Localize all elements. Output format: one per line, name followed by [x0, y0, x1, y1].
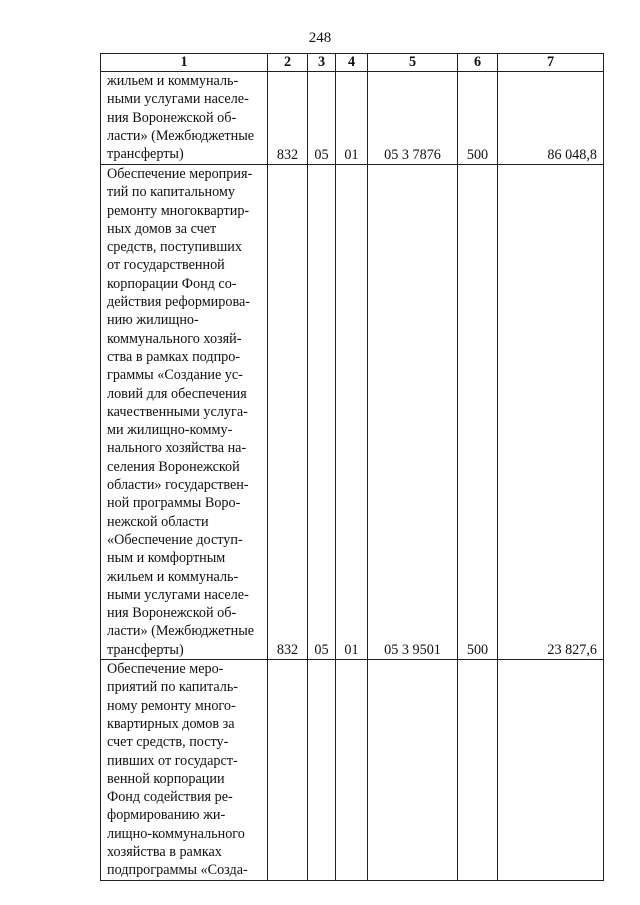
cell-section: [308, 660, 336, 881]
header-col-6: 6: [458, 54, 498, 72]
row-description: Обеспечение меро- приятий по капиталь- ному ремонту много- квартирных домов за счет средств, посту- пивших от государст- венной корпорации Фонд содействия ре- формированию жи- лищно-коммунального хозяйства в рамках подпрограммы «Созда-: [101, 660, 268, 881]
header-col-1: 1: [101, 54, 268, 72]
cell-section: 05: [308, 72, 336, 165]
cell-amount: 86 048,8: [498, 72, 604, 165]
cell-subsection: 01: [336, 165, 368, 660]
row-description: жильем и коммуналь- ными услугами населе- ния Воронежской об- ласти» (Межбюджетные трансферты): [101, 72, 268, 165]
cell-ministry-code: 832: [268, 72, 308, 165]
cell-ministry-code: [268, 660, 308, 881]
header-col-2: 2: [268, 54, 308, 72]
table-row: [101, 72, 604, 165]
cell-ministry-code: 832: [268, 165, 308, 660]
header-col-4: 4: [336, 54, 368, 72]
row-description: Обеспечение мероприя- тий по капитальному ремонту многоквартир- ных домов за счет средств, поступивших от государственной корпорации Фонд со- действия реформирова- нию жилищно- коммунального хозяй- ства в рамках подпро- граммы «Создание ус- ловий для обеспечения качественными услуга- ми жилищно-комму- нального хозяйства на- селения Воронежской области» государствен- ной программы Воро- нежской области «Обеспечение доступ- ным и комфортным жильем и коммуналь- ными услугами населе- ния Воронежской об- ласти» (Межбюджетные трансферты): [101, 165, 268, 660]
cell-expense-type: 500: [458, 165, 498, 660]
cell-section: 05: [308, 165, 336, 660]
budget-table: [100, 53, 604, 881]
header-col-5: 5: [368, 54, 458, 72]
cell-subsection: 01: [336, 72, 368, 165]
cell-amount: 23 827,6: [498, 165, 604, 660]
header-col-7: 7: [498, 54, 604, 72]
cell-target-article: 05 3 7876: [368, 72, 458, 165]
cell-target-article: [368, 660, 458, 881]
cell-target-article: 05 3 9501: [368, 165, 458, 660]
cell-expense-type: [458, 660, 498, 881]
page-number: 248: [308, 30, 332, 46]
header-col-3: 3: [308, 54, 336, 72]
cell-subsection: [336, 660, 368, 881]
table-row: [101, 660, 604, 881]
cell-expense-type: 500: [458, 72, 498, 165]
header-row: [101, 54, 604, 72]
table-row: [101, 165, 604, 660]
cell-amount: [498, 660, 604, 881]
